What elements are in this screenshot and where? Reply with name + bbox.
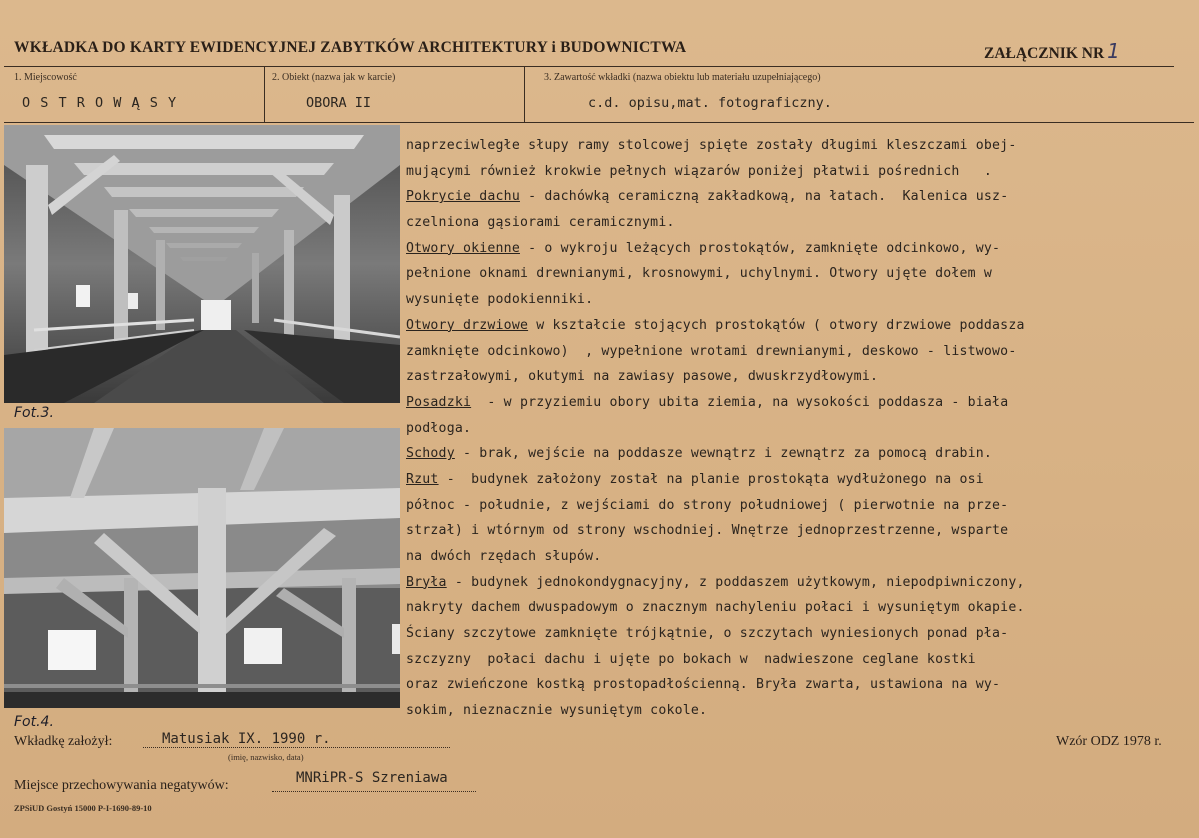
locality-label: 1. Miejscowość xyxy=(14,72,77,83)
text-line xyxy=(406,467,1186,493)
founder-value: Matusiak IX. 1990 r. xyxy=(162,731,331,747)
header-divider xyxy=(4,66,1174,67)
negatives-label: Miejsce przechowywania negatywów: xyxy=(14,778,229,793)
model-label: Wzór ODZ 1978 r. xyxy=(1056,734,1162,749)
section-heading-roof: Pokrycie dachu xyxy=(406,189,520,205)
fields-divider xyxy=(4,122,1194,123)
text-line xyxy=(406,184,1186,210)
annex-number: 1 xyxy=(1107,39,1120,63)
object-value: OBORA II xyxy=(306,95,372,111)
founder-label: Wkładkę założył: xyxy=(14,734,113,749)
photo-3-caption: Fot.3. xyxy=(14,405,54,421)
text-line xyxy=(406,390,1186,416)
section-heading-plan: Rzut xyxy=(406,471,439,487)
text-span: - dachówką ceramiczną zakładkową, na łatach. Kalenica usz- xyxy=(519,189,1009,205)
text-line: czelniona gąsiorami ceramicznymi. xyxy=(406,215,675,231)
text-line: pełnione oknami drewnianymi, krosnowymi, uchylnymi. Otwory ujęte dołem w xyxy=(406,266,993,282)
negatives-dotline xyxy=(272,791,476,792)
field-divider-1 xyxy=(264,66,265,122)
text-line xyxy=(406,236,1186,262)
text-line: podłoga. xyxy=(406,420,472,436)
text-line: szczyzny połaci dachu i ujęte po bokach w nadwieszone ceglane kostki xyxy=(406,651,976,667)
text-line: zamknięte odcinkowo) , wypełnione wrotami drewnianymi, deskowo - listwowo- xyxy=(406,343,1017,359)
text-line xyxy=(406,313,1186,339)
card-title: WKŁADKA DO KARTY EWIDENCYJNEJ ZABYTKÓW ARCHITEKTURY i BUDOWNICTWA xyxy=(14,39,687,56)
section-heading-doors: Otwory drzwiowe xyxy=(406,317,529,333)
field-divider-2 xyxy=(524,66,525,122)
content-value: c.d. opisu,mat. fotograficzny. xyxy=(588,95,832,111)
text-line: wysunięte podokienniki. xyxy=(406,292,594,308)
section-heading-mass: Bryła xyxy=(406,574,447,590)
annex-label-text: ZAŁĄCZNIK NR xyxy=(984,45,1105,62)
object-label: 2. Obiekt (nazwa jak w karcie) xyxy=(272,72,396,83)
text-line: zastrzałowymi, okutymi na zawiasy pasowe, dwuskrzydłowymi. xyxy=(406,369,879,385)
text-line: sokim, nieznacznie wysuniętym cokole. xyxy=(406,703,708,719)
text-line: strzał) i wtórnym od strony wschodniej. Wnętrze jednoprzestrzenne, wsparte xyxy=(406,523,1009,539)
content-label: 3. Zawartość wkładki (nazwa obiektu lub materiału uzupełniającego) xyxy=(544,72,821,83)
founder-hint: (imię, nazwisko, data) xyxy=(228,752,304,762)
text-span: - w przyziemiu obory ubita ziemia, na wysokości poddasza - biała xyxy=(471,394,1009,410)
photo-4-truss-posts xyxy=(4,428,400,708)
section-heading-windows: Otwory okienne xyxy=(406,240,520,256)
text-line: Ściany szczytowe zamknięte trójkątnie, o szczytach wyniesionych ponad pła- xyxy=(406,626,1009,642)
text-line: nakryty dachem dwuspadowym o znacznym nachyleniu połaci i wysuniętym okapie. xyxy=(406,600,1025,616)
text-span: - brak, wejście na poddasze wewnątrz i zewnątrz za pomocą drabin. xyxy=(454,446,993,462)
locality-value: O S T R O W Ą S Y xyxy=(22,95,178,111)
annex-label xyxy=(984,39,1120,63)
text-span: w kształcie stojących prostokątów ( otwory drzwiowe poddasza xyxy=(528,317,1025,333)
negatives-value: MNRiPR-S Szreniawa xyxy=(296,770,448,786)
text-line: północ - południe, z wejściami do strony południowej ( pierwotnie na prze- xyxy=(406,497,1009,513)
text-line: mującymi również krokwie pełnych wiązarów poniżej płatwii pośrednich . xyxy=(406,163,993,179)
text-span: - o wykroju leżących prostokątów, zamknięte odcinkowo, wy- xyxy=(519,240,1001,256)
text-span: - budynek jednokondygnacyjny, z poddaszem użytkowym, niepodpiwniczony, xyxy=(446,574,1025,590)
printer-imprint: ZPSiUD Gostyń 15000 P-I-1690-89-10 xyxy=(14,803,152,813)
photo-4-caption: Fot.4. xyxy=(14,714,54,730)
text-span: - budynek założony został na planie prostokąta wydłużonego na osi xyxy=(438,471,984,487)
description-text xyxy=(406,133,1186,724)
text-line: oraz zwieńczone kostką prostopadłościenną. Bryła zwarta, ustawiona na wy- xyxy=(406,677,1001,693)
text-line: na dwóch rzędach słupów. xyxy=(406,549,602,564)
photo-3-barn-corridor xyxy=(4,125,400,403)
text-line xyxy=(406,570,1186,596)
text-line: naprzeciwległe słupy ramy stolcowej spięte zostały długimi kleszczami obej- xyxy=(406,138,1017,153)
section-heading-floors: Posadzki xyxy=(406,394,472,410)
founder-dotline xyxy=(143,747,450,748)
text-line xyxy=(406,441,1186,467)
section-heading-stairs: Schody xyxy=(406,446,455,462)
